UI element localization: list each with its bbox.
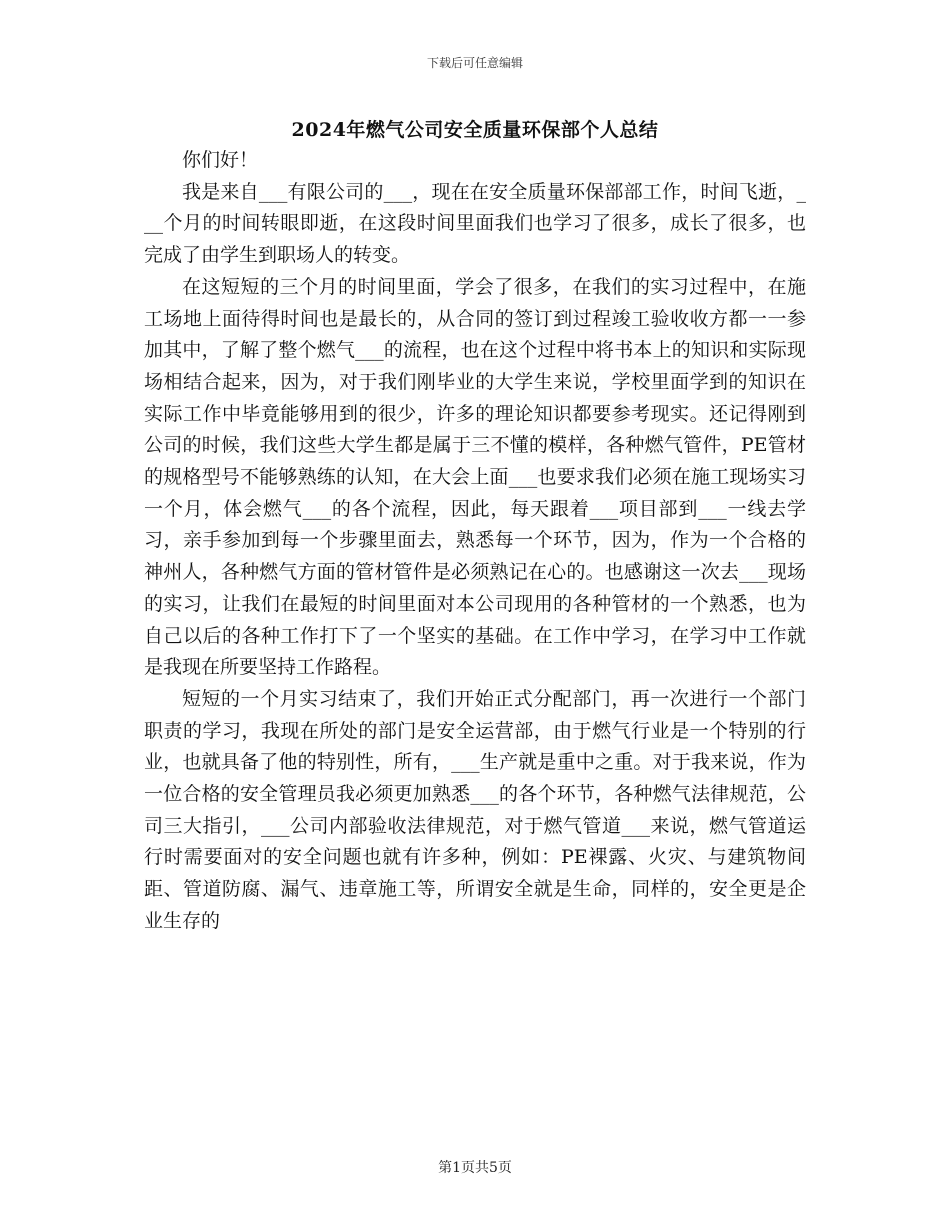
paragraph-intro: 我是来自___有限公司的___，现在在安全质量环保部部工作，时间飞逝，___个月的时间转眼即逝，在这段时间里面我们也学习了很多，成长了很多，也完成了由学生到职场人的转变。 <box>144 180 806 267</box>
page-number: 第1页共5页 <box>438 1160 512 1176</box>
document-title: 2024年燃气公司安全质量环保部个人总结 <box>291 119 659 141</box>
page-header-note: 下载后可任意编辑 <box>426 56 523 70</box>
paragraph-internship: 在这短短的三个月的时间里面，学会了很多，在我们的实习过程中，在施工场地上面待得时间也是最长的，从合同的签订到过程竣工验收收方都一一参加其中，了解了整个燃气___的流程，也在这个过程中将书本上的知识和实际现场相结合起来，因为，对于我们刚毕业的大学生来说，学校里面学到的知识在实际工作中毕竟能够用到的很少，许多的理论知识都要参考现实。还记得刚到公司的时候，我们这些大学生都是属于三不懂的模样，各种燃气管件，PE管材的规格型号不能够熟练的认知，在大会上面___也要求我们必须在施工现场实习一个月，体会燃气___的各个流程，因此，每天跟着___项目部到___一线去学习，亲手参加到每一个步骤里面去，熟悉每一个环节，因为，作为一个合格的神州人，各种燃气方面的管材管件是必须熟记在心的。也感谢这一次去___现场的实习，让我们在最短的时间里面对本公司现用的各种管材的一个熟悉，也为自己以后的各种工作打下了一个坚实的基础。在工作中学习，在学习中工作就是我现在所要坚持工作路程。 <box>144 275 806 679</box>
paragraph-greeting: 你们好！ <box>182 149 259 171</box>
paragraph-department: 短短的一个月实习结束了，我们开始正式分配部门，再一次进行一个部门职责的学习，我现在所处的部门是安全运营部，由于燃气行业是一个特别的行业，也就具备了他的特别性，所有，___生产就是重中之重。对于我来说，作为一位合格的安全管理员我必须更加熟悉___的各个环节，各种燃气法律规范，公司三大指引，___公司内部验收法律规范，对于燃气管道___来说，燃气管道运行时需要面对的安全问题也就有许多种，例如：PE裸露、火灾、与建筑物间距、管道防腐、漏气、违章施工等，所谓安全就是生命，同样的，安全更是企业生存的 <box>144 687 806 932</box>
document-body <box>144 145 806 938</box>
